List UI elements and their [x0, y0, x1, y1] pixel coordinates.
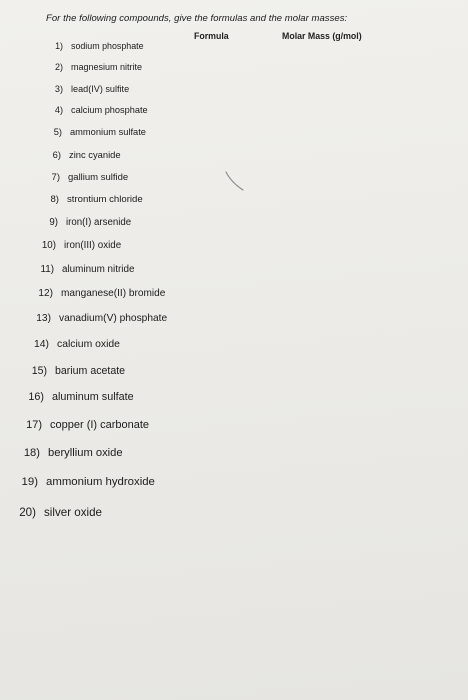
pencil-stroke-mark	[224, 170, 248, 194]
compound-row	[26, 419, 150, 431]
compound-row	[54, 105, 148, 115]
compound-row	[52, 149, 121, 160]
compound-row	[54, 84, 130, 94]
compound-number: 3)	[54, 84, 63, 94]
compound-row	[19, 506, 102, 519]
compound-number: 20)	[19, 506, 36, 519]
compound-number: 15)	[31, 365, 47, 377]
compound-number: 5)	[53, 127, 62, 137]
column-header-formula: Formula	[194, 31, 229, 41]
compound-row	[50, 194, 143, 205]
compound-name: silver oxide	[44, 506, 102, 519]
compound-name: ammonium hydroxide	[46, 476, 155, 488]
compound-row	[41, 240, 122, 251]
compound-number: 1)	[55, 41, 63, 51]
compound-name: lead(IV) sulfite	[71, 84, 130, 94]
compound-row	[23, 447, 123, 459]
compound-row	[51, 172, 129, 183]
compound-row	[55, 41, 144, 51]
compound-row	[33, 339, 120, 350]
compound-number: 11)	[40, 264, 54, 275]
compound-number: 4)	[54, 105, 63, 115]
compound-number: 12)	[38, 288, 53, 299]
compound-row	[49, 217, 132, 228]
compound-row	[38, 288, 166, 299]
compound-row	[54, 62, 143, 72]
compound-name: ammonium sulfate	[70, 127, 146, 137]
compound-number: 16)	[28, 391, 44, 403]
compound-number: 10)	[41, 240, 56, 251]
compound-name: beryllium oxide	[48, 447, 123, 459]
compound-number: 19)	[21, 476, 38, 488]
compound-row	[28, 391, 134, 403]
compound-name: calcium phosphate	[71, 105, 148, 115]
compound-name: calcium oxide	[57, 339, 120, 350]
compound-name: manganese(II) bromide	[61, 288, 166, 299]
compound-name: gallium sulfide	[68, 172, 129, 183]
compound-row	[31, 365, 126, 377]
compound-name: vanadium(V) phosphate	[59, 313, 168, 324]
compound-row	[36, 313, 168, 324]
compound-name: aluminum nitride	[62, 264, 135, 275]
compound-number: 13)	[36, 313, 51, 324]
compound-name: barium acetate	[55, 365, 126, 377]
compound-number: 14)	[33, 339, 49, 350]
compound-name: strontium chloride	[67, 194, 143, 205]
compound-row	[21, 476, 155, 488]
column-header-molar-mass: Molar Mass (g/mol)	[282, 31, 362, 41]
compound-name: iron(I) arsenide	[66, 217, 132, 228]
compound-name: magnesium nitrite	[71, 62, 143, 72]
compound-number: 7)	[51, 172, 60, 183]
compound-number: 18)	[23, 447, 40, 459]
compound-number: 2)	[54, 62, 63, 72]
compound-name: aluminum sulfate	[52, 391, 134, 403]
compound-number: 9)	[49, 217, 58, 228]
instructions-text: For the following compounds, give the formulas and the molar masses:	[46, 13, 348, 24]
compound-number: 17)	[26, 419, 42, 431]
compound-name: copper (I) carbonate	[50, 419, 150, 431]
compound-number: 6)	[52, 149, 61, 160]
compound-name: sodium phosphate	[71, 41, 144, 51]
compound-name: iron(III) oxide	[64, 240, 122, 251]
compound-row	[53, 127, 146, 137]
compound-row	[40, 264, 135, 275]
compound-name: zinc cyanide	[69, 149, 121, 160]
compound-number: 8)	[50, 194, 59, 205]
